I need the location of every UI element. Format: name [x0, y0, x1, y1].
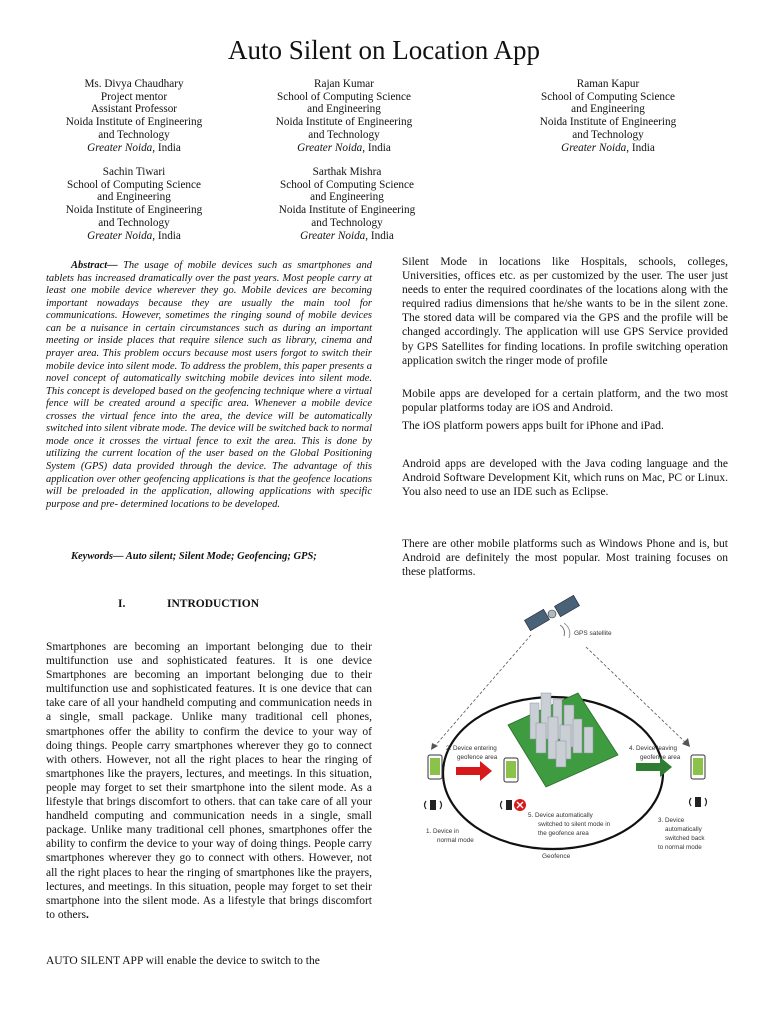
abstract-label: Abstract: [71, 260, 108, 271]
author-country: , India: [362, 141, 391, 154]
signal-arrow-left-icon: [431, 743, 438, 750]
right-paragraph-1: Silent Mode in locations like Hospitals, schools, colleges, Universities, offices etc. as per customized by the user. The user just needs to enter the required coordinates of the locations along with the required radius dimensions that he/she wants to be in the silent zone. The stored data will be compared via the GPS and the profile will be changed accordingly. The application will use GPS Service provided by GPS Satellites for finding locations. In profile switching operation application switch the ringer mode of profile: [402, 256, 728, 367]
enter-arrow-icon: [456, 761, 492, 781]
author-city: Greater Noida: [87, 229, 153, 242]
satellite-label: GPS satellite: [574, 630, 612, 637]
author-country: , India: [626, 141, 655, 154]
author-role: Project mentor: [100, 90, 168, 103]
author-role: and Engineering: [307, 103, 381, 116]
section-title: INTRODUCTION: [167, 598, 260, 610]
author-block-5: [247, 166, 447, 242]
right-paragraph-5: There are other mobile platforms such as Windows Phone and is, but Android are definitely the most popular. Most training focuses on these platforms.: [402, 538, 728, 579]
author-affiliation: Noida Institute of Engineering: [539, 116, 677, 129]
intro-paragraph: [46, 640, 372, 922]
geofence-label: Geofence: [542, 853, 571, 860]
author-role: and Engineering: [97, 191, 171, 204]
step-3-label: 3. Device automatically switched back to normal mode: [658, 817, 705, 851]
author-role: School of Computing Science: [67, 178, 201, 191]
author-role: Assistant Professor: [90, 103, 178, 116]
author-name: Raman Kapur: [576, 78, 640, 90]
author-affiliation: and Technology: [572, 128, 644, 141]
author-affiliation: Noida Institute of Engineering: [65, 116, 203, 129]
signal-arrow-right-icon: [682, 738, 690, 747]
intro-text-2: AUTO SILENT APP will enable the device to switch to the: [46, 955, 320, 967]
author-block-4: [34, 166, 234, 242]
section-number: I.: [118, 598, 126, 610]
geofence-figure: [418, 595, 718, 865]
ringing-icon: [425, 800, 442, 810]
author-affiliation: and Technology: [98, 128, 170, 141]
author-name: Sachin Tiwari: [102, 166, 166, 178]
intro-text: Smartphones are becoming an important belonging due to their multifunction use and sophisticated features. It is one device Smartphones are becoming an important belonging due to their multifunction use and sophisticated features. It is one device that can take care of all your handheld computing and communication needs in a single, small package. Unlike many traditional cell phones, smartphones offer the ability to confirm the device to your way of doing things. People carry smartphones wherever they go to connect with others. However, not all the right places to hear the ringing of smartphones like the prayers, lectures, and meetings. In this situation, people may forget to set their smartphone into the silent mode. As a lifestyle that brings discomfort to others. that can take care of all your handheld computing and communication needs in a single, small package. Unlike many traditional cell phones, smartphones offer the ability to confirm the device to your way of doing things. People carry smartphones wherever they go to connect with others. However, not all the right places to hear the ringing of smartphones like the prayers, lectures, and meetings. In this situation, people may forget to set their smartphone into the silent mode. As a lifestyle that brings discomfort to others: [46, 641, 372, 921]
author-name: Ms. Divya Chaudhary: [84, 78, 184, 90]
author-name: Rajan Kumar: [314, 78, 374, 90]
author-affiliation: and Technology: [311, 216, 383, 229]
intro-paragraph-2: [46, 954, 372, 968]
author-affiliation: and Technology: [98, 216, 170, 229]
author-role: School of Computing Science: [277, 90, 411, 103]
abstract-dash: —: [107, 260, 124, 271]
author-block-3: [508, 78, 708, 154]
author-name: Sarthak Mishra: [312, 166, 382, 178]
phone-3-icon: [691, 755, 705, 779]
abstract-text: The usage of mobile devices such as smartphones and tablets has increased dramatically over the past years. Most people carry at least one mobile device wherever they go. Mobile devices are becoming important nowadays because they are usually the main tool for communications. However, sometimes the ringing sound of mobile devices can be a nuisance in certain circumstances such as during an important meeting or inside places that require silence such as library, cinema and prayer area. This problem occurs because most users forgot to switch their mobile device into silent mode. To address the problem, this paper presents a novel concept of automatically switching mobile devices into silent mode. This concept is developed based on the geofencing technique where a virtual fence will be created around a specific area. Whenever a mobile device crosses the virtual fence into the area, the device will be automatically switched into silent vibrate mode. The device will be switched back to normal mode once it crosses the virtual fence to exit the area. This is done by utilizing the current location of the user based on the Global Positioning System (GPS) data provided through the device. The advantage of this application over other geofencing applications is that the geofence locations will be preloaded in the application, allowing applications with specific purpose and pre- determined locations to be developed.: [46, 260, 373, 510]
author-affiliation: Noida Institute of Engineering: [65, 204, 203, 217]
author-block-2: [244, 78, 444, 154]
author-role: and Engineering: [571, 103, 645, 116]
author-city: Greater Noida: [297, 141, 363, 154]
keywords: Keywords— Auto silent; Silent Mode; Geofencing; GPS;: [71, 551, 317, 562]
phone-1-icon: [428, 755, 442, 779]
author-affiliation: Noida Institute of Engineering: [278, 204, 416, 217]
author-role: and Engineering: [310, 191, 384, 204]
right-paragraph-4: Android apps are developed with the Java coding language and the Android Software Development Kit, which runs on Mac, PC or Linux. You also need to use an IDE such as Eclipse.: [402, 458, 728, 499]
silent-icon: [501, 799, 527, 811]
right-paragraph-2: Mobile apps are developed for a certain platform, and the two most popular platforms today are iOS and Android.: [402, 388, 728, 415]
author-city: Greater Noida: [87, 141, 153, 154]
step-4-label: 4. Device leaving geofence area: [629, 745, 681, 761]
right-paragraph-3: The iOS platform powers apps built for iPhone and iPad.: [402, 420, 664, 432]
author-role: School of Computing Science: [280, 178, 414, 191]
author-role: School of Computing Science: [541, 90, 675, 103]
step-1-label: 1. Device in normal mode: [426, 828, 474, 844]
paper-title: Auto Silent on Location App: [228, 35, 540, 65]
satellite-icon: [524, 595, 579, 638]
ringing-back-icon: [690, 797, 707, 807]
author-city: Greater Noida: [561, 141, 627, 154]
intro-end: .: [85, 908, 89, 921]
phone-2-icon: [504, 758, 518, 782]
author-country: , India: [365, 229, 394, 242]
author-affiliation: and Technology: [308, 128, 380, 141]
step-5-label: 5. Device automatically switched to silent mode in the geofence area: [528, 812, 611, 837]
author-block-1: [34, 78, 234, 154]
author-city: Greater Noida: [300, 229, 366, 242]
author-affiliation: Noida Institute of Engineering: [275, 116, 413, 129]
abstract: [46, 260, 372, 511]
author-country: , India: [152, 229, 181, 242]
step-2-label: 2. Device entering geofence area: [446, 745, 498, 761]
author-country: , India: [152, 141, 181, 154]
